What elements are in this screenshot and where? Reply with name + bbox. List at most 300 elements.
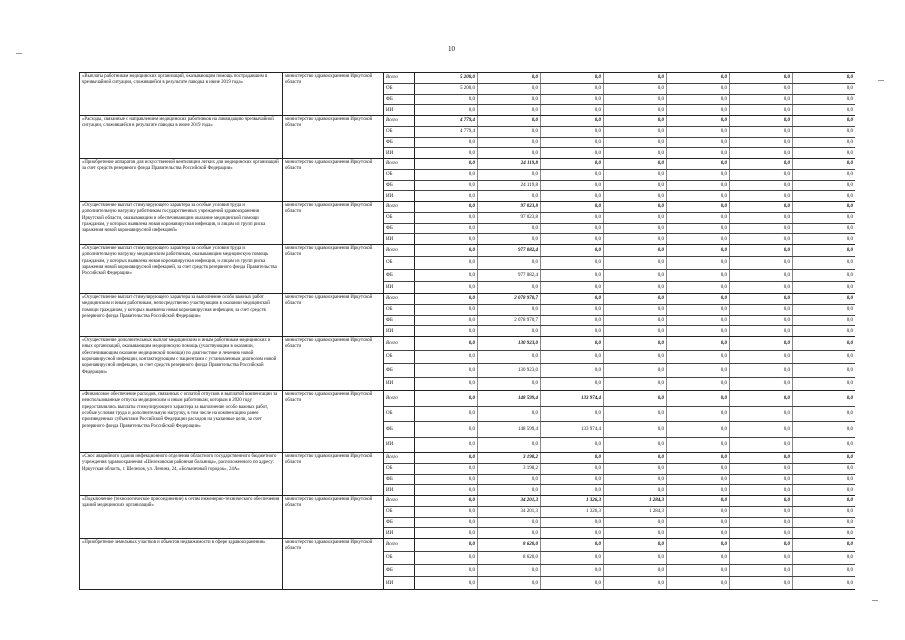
amount-cell: 0,0 xyxy=(541,159,604,169)
amount-cell: 977 082,4 xyxy=(478,270,541,281)
funding-line xyxy=(384,577,855,589)
amount-cell: 0,0 xyxy=(415,257,478,268)
amount-cell: 0,0 xyxy=(667,84,730,94)
funding-line xyxy=(384,224,855,235)
amount-cell: 0,0 xyxy=(730,245,793,256)
amount-cell: 0,0 xyxy=(415,138,478,148)
funding-source: ОБ xyxy=(384,464,415,474)
funding-line xyxy=(384,282,855,293)
amount-cell: 0,0 xyxy=(604,453,667,463)
funding-source: ФБ xyxy=(384,364,415,377)
amount-cell: 0,0 xyxy=(667,518,730,528)
amount-cell: 0,0 xyxy=(541,224,604,234)
amount-cell: 0,0 xyxy=(478,148,541,158)
amount-cell: 0,0 xyxy=(730,378,793,391)
funding-source: ИИ xyxy=(384,191,415,201)
funding-source: ФБ xyxy=(384,316,415,326)
amount-cell: 0,0 xyxy=(541,84,604,94)
event-description: «Осуществление дополнительных выплат медицинским и иным работникам медицинских и иных организаций, оказывающим медицинскую помощь (участвующим в оказании, обеспечивающим оказание медицинской помощи) по диагностике и лечению новой коронавирусной инфекции, контактирующим с пациентами с установленным диагнозом новой коронавирусной инфекции, за счет средств резервного фонда Правительства Российской Федерации» xyxy=(80,337,283,390)
amount-cell: 0,0 xyxy=(846,75,853,81)
funding-lines xyxy=(384,73,855,115)
amount-cell: 0,0 xyxy=(730,138,793,148)
amount-cell: 0,0 xyxy=(415,378,478,391)
amount-cell: 0,0 xyxy=(730,191,793,201)
table-row xyxy=(80,245,855,294)
funding-line xyxy=(384,234,855,244)
funding-lines xyxy=(384,116,855,158)
funding-source: Всего xyxy=(384,116,415,126)
event-description: «Подключение (технологическое присоединение) к сетям инженерно-технического обеспечения зданий медицинских организаций» xyxy=(80,496,283,538)
amount-cell: 0,0 xyxy=(604,270,667,281)
table-row xyxy=(80,337,855,391)
amount-cell: 24 119,8 xyxy=(478,181,541,191)
amount-cell: 0,0 xyxy=(846,107,853,113)
amount-cell: 0,0 xyxy=(478,116,541,126)
amount-cell: 0,0 xyxy=(667,453,730,463)
amount-cell: 0,0 xyxy=(604,305,667,315)
amount-cell: 0,0 xyxy=(730,518,793,528)
amount-cell: 0,0 xyxy=(667,496,730,506)
funding-source: ИИ xyxy=(384,485,415,495)
amount-cell: 0,0 xyxy=(846,150,853,156)
amount-cell: 0,0 xyxy=(846,367,853,373)
amount-cell: 0,0 xyxy=(667,245,730,256)
amount-cell: 0,0 xyxy=(730,213,793,223)
funding-line xyxy=(384,485,855,495)
amount-cell: 0,0 xyxy=(541,378,604,391)
amount-cell: 0,0 xyxy=(667,202,730,212)
amount-cell: 0,0 xyxy=(478,351,541,364)
amount-cell: 0,0 xyxy=(846,215,853,221)
funding-source: Всего xyxy=(384,539,415,551)
event-description: «Осуществление выплат стимулирующего характера за особые условия труда и дополнительную нагрузку работникам государственных учреждений здравоохранения Иркутской области, оказывающим и обеспечивающим оказание медицинской помощи гражданам, у которых выявлена новая коронавирусная инфекция, и лицам из групп риска заражения новой коронавирусной инфекцией» xyxy=(80,202,283,244)
funding-line xyxy=(384,159,855,170)
funding-line xyxy=(384,84,855,95)
table-row xyxy=(80,391,855,453)
amount-cell: 0,0 xyxy=(730,105,793,115)
amount-cell: 0,0 xyxy=(541,234,604,244)
amount-cell: 0,0 xyxy=(478,282,541,293)
amount-cell: 1 326,3 xyxy=(541,496,604,506)
scan-mark xyxy=(16,53,22,54)
amount-cell: 0,0 xyxy=(604,191,667,201)
amount-cell: 130 923,0 xyxy=(478,337,541,350)
amount-cell: 0,0 xyxy=(604,105,667,115)
amount-cell: 0,0 xyxy=(730,282,793,293)
amount-cell: 0,0 xyxy=(604,294,667,304)
funding-line xyxy=(384,294,855,305)
funding-source: ОБ xyxy=(384,552,415,564)
amount-cell: 0,0 xyxy=(730,422,793,437)
amount-cell: 0,0 xyxy=(846,296,853,302)
funding-line xyxy=(384,507,855,518)
amount-cell: 0,0 xyxy=(541,270,604,281)
amount-cell: 0,0 xyxy=(667,234,730,244)
amount-cell: 0,0 xyxy=(730,294,793,304)
funding-source: ОБ xyxy=(384,257,415,268)
amount-cell: 0,0 xyxy=(667,326,730,336)
amount-cell: 0,0 xyxy=(846,555,853,561)
responsible-executor: министерство здравоохранения Иркутской области xyxy=(283,453,384,495)
amount-cell: 0,0 xyxy=(541,539,604,551)
amount-cell: 0,0 xyxy=(478,407,541,422)
amount-cell: 0,0 xyxy=(667,170,730,180)
amount-cell: 0,0 xyxy=(667,539,730,551)
funding-line xyxy=(384,326,855,336)
funding-source: ОБ xyxy=(384,213,415,223)
amount-cell: 0,0 xyxy=(846,139,853,145)
funding-source: Всего xyxy=(384,496,415,506)
amount-cell: 0,0 xyxy=(541,170,604,180)
amount-cell: 0,0 xyxy=(415,364,478,377)
amount-cell: 977 082,4 xyxy=(478,245,541,256)
amount-cell: 0,0 xyxy=(604,181,667,191)
amount-cell: 0,0 xyxy=(604,351,667,364)
funding-lines xyxy=(384,159,855,201)
amount-cell: 133 974,4 xyxy=(541,422,604,437)
funding-lines xyxy=(384,453,855,495)
amount-cell: 0,0 xyxy=(478,438,541,453)
amount-cell: 0,0 xyxy=(604,464,667,474)
budget-table xyxy=(79,72,855,590)
amount-cell: 0,0 xyxy=(541,485,604,495)
amount-cell: 0,0 xyxy=(415,181,478,191)
funding-line xyxy=(384,552,855,565)
funding-source: ФБ xyxy=(384,181,415,191)
amount-cell: 0,0 xyxy=(415,391,478,406)
amount-cell: 0,0 xyxy=(730,202,793,212)
funding-source: ИИ xyxy=(384,577,415,589)
event-description: «Осуществление выплат стимулирующего характера за выполнение особо важных работ медицинским и иным работникам, непосредственно участвующим в оказании медицинской помощи гражданам, у которых выявлена новая коронавирусная инфекция, за счет средств резервного фонда Правительства Российской Федерации» xyxy=(80,294,283,336)
amount-cell: 0,0 xyxy=(667,191,730,201)
amount-cell: 97 023,8 xyxy=(478,213,541,223)
amount-cell: 0,0 xyxy=(667,138,730,148)
amount-cell: 0,0 xyxy=(541,181,604,191)
amount-cell: 0,0 xyxy=(667,73,730,83)
funding-line xyxy=(384,270,855,282)
amount-cell: 0,0 xyxy=(415,148,478,158)
funding-source: Всего xyxy=(384,73,415,83)
amount-cell: 0,0 xyxy=(478,257,541,268)
funding-line xyxy=(384,364,855,378)
amount-cell: 0,0 xyxy=(667,257,730,268)
amount-cell: 0,0 xyxy=(604,326,667,336)
amount-cell: 0,0 xyxy=(667,127,730,137)
amount-cell: 0,0 xyxy=(667,95,730,105)
amount-cell: 0,0 xyxy=(604,159,667,169)
amount-cell: 97 023,8 xyxy=(478,202,541,212)
amount-cell: 0,0 xyxy=(667,159,730,169)
funding-source: Всего xyxy=(384,391,415,406)
amount-cell: 0,0 xyxy=(604,224,667,234)
scan-mark xyxy=(878,80,884,81)
amount-cell: 0,0 xyxy=(541,464,604,474)
funding-line xyxy=(384,95,855,106)
amount-cell: 0,0 xyxy=(846,426,853,432)
table-row xyxy=(80,453,855,496)
amount-cell: 0,0 xyxy=(730,485,793,495)
amount-cell: 0,0 xyxy=(415,407,478,422)
amount-cell: 0,0 xyxy=(541,518,604,528)
amount-cell: 0,0 xyxy=(415,159,478,169)
amount-cell: 0,0 xyxy=(604,257,667,268)
amount-cell: 0,0 xyxy=(415,202,478,212)
event-description: «Расходы, связанные с направлением медицинских работников на ликвидацию чрезвычайной ситуации, сложившейся в результате паводка в июне 2019 года» xyxy=(80,116,283,158)
funding-source: ИИ xyxy=(384,105,415,115)
amount-cell: 0,0 xyxy=(604,202,667,212)
table-row xyxy=(80,159,855,202)
funding-source: ИИ xyxy=(384,378,415,391)
amount-cell: 0,0 xyxy=(478,528,541,538)
amount-cell: 0,0 xyxy=(846,340,853,346)
amount-cell: 1 326,3 xyxy=(541,507,604,517)
amount-cell: 0,0 xyxy=(541,552,604,564)
event-description: «Приобретение аппаратов для искусственной вентиляции легких для медицинских организаций за счет средств резервного фонда Правительства Российской Федерации» xyxy=(80,159,283,201)
amount-cell: 0,0 xyxy=(415,496,478,506)
amount-cell: 0,0 xyxy=(846,236,853,242)
amount-cell: 3 198,2 xyxy=(478,464,541,474)
funding-source: ОБ xyxy=(384,170,415,180)
amount-cell: 0,0 xyxy=(415,507,478,517)
funding-line xyxy=(384,170,855,181)
amount-cell: 0,0 xyxy=(846,161,853,167)
amount-cell: 0,0 xyxy=(846,86,853,92)
amount-cell: 0,0 xyxy=(478,378,541,391)
amount-cell: 0,0 xyxy=(667,507,730,517)
funding-lines xyxy=(384,539,855,589)
amount-cell: 0,0 xyxy=(846,182,853,188)
amount-cell: 0,0 xyxy=(415,294,478,304)
amount-cell: 0,0 xyxy=(846,498,853,504)
amount-cell: 0,0 xyxy=(541,282,604,293)
amount-cell: 0,0 xyxy=(604,213,667,223)
amount-cell: 0,0 xyxy=(730,507,793,517)
amount-cell: 0,0 xyxy=(730,305,793,315)
amount-cell: 0,0 xyxy=(541,105,604,115)
amount-cell: 0,0 xyxy=(846,260,853,266)
amount-cell: 0,0 xyxy=(415,95,478,105)
amount-cell: 5 200,0 xyxy=(415,84,478,94)
amount-cell: 0,0 xyxy=(846,530,853,536)
amount-cell: 0,0 xyxy=(478,485,541,495)
amount-cell: 0,0 xyxy=(846,328,853,334)
amount-cell: 0,0 xyxy=(730,127,793,137)
funding-line xyxy=(384,565,855,578)
amount-cell: 0,0 xyxy=(730,351,793,364)
responsible-executor: министерство здравоохранения Иркутской области xyxy=(283,202,384,244)
funding-source: ИИ xyxy=(384,528,415,538)
amount-cell: 0,0 xyxy=(846,580,853,586)
amount-cell: 0,0 xyxy=(478,326,541,336)
funding-line xyxy=(384,528,855,538)
funding-source: ИИ xyxy=(384,282,415,293)
amount-cell: 0,0 xyxy=(604,337,667,350)
amount-cell: 0,0 xyxy=(541,453,604,463)
amount-cell: 0,0 xyxy=(541,565,604,577)
amount-cell: 0,0 xyxy=(846,509,853,515)
funding-line xyxy=(384,127,855,138)
amount-cell: 0,0 xyxy=(730,316,793,326)
amount-cell: 0,0 xyxy=(667,552,730,564)
amount-cell: 0,0 xyxy=(667,213,730,223)
amount-cell: 0,0 xyxy=(730,337,793,350)
amount-cell: 0,0 xyxy=(415,245,478,256)
amount-cell: 24 119,8 xyxy=(478,159,541,169)
amount-cell: 0,0 xyxy=(604,378,667,391)
responsible-executor: министерство здравоохранения Иркутской области xyxy=(283,73,384,115)
amount-cell: 0,0 xyxy=(846,317,853,323)
amount-cell: 0,0 xyxy=(604,95,667,105)
table-row xyxy=(80,539,855,590)
responsible-executor: министерство здравоохранения Иркутской области xyxy=(283,294,384,336)
funding-line xyxy=(384,316,855,327)
amount-cell: 0,0 xyxy=(415,577,478,589)
amount-cell: 0,0 xyxy=(478,565,541,577)
amount-cell: 0,0 xyxy=(541,337,604,350)
amount-cell: 0,0 xyxy=(730,73,793,83)
funding-line xyxy=(384,351,855,365)
funding-source: Всего xyxy=(384,453,415,463)
amount-cell: 0,0 xyxy=(604,84,667,94)
amount-cell: 0,0 xyxy=(667,305,730,315)
responsible-executor: министерство здравоохранения Иркутской области xyxy=(283,496,384,538)
amount-cell: 0,0 xyxy=(667,407,730,422)
amount-cell: 0,0 xyxy=(415,305,478,315)
amount-cell: 34 201,3 xyxy=(478,507,541,517)
amount-cell: 0,0 xyxy=(415,422,478,437)
amount-cell: 0,0 xyxy=(667,378,730,391)
funding-source: ФБ xyxy=(384,95,415,105)
amount-cell: 0,0 xyxy=(667,337,730,350)
amount-cell: 0,0 xyxy=(846,248,853,254)
amount-cell: 0,0 xyxy=(730,577,793,589)
amount-cell: 0,0 xyxy=(667,282,730,293)
amount-cell: 3 198,2 xyxy=(478,453,541,463)
amount-cell: 0,0 xyxy=(846,272,853,278)
funding-line xyxy=(384,202,855,213)
amount-cell: 0,0 xyxy=(604,475,667,485)
funding-source: ОБ xyxy=(384,351,415,364)
amount-cell: 0,0 xyxy=(667,364,730,377)
amount-cell: 133 974,4 xyxy=(541,391,604,406)
amount-cell: 0,0 xyxy=(667,224,730,234)
funding-line xyxy=(384,438,855,453)
amount-cell: 0,0 xyxy=(846,307,853,313)
table-row xyxy=(80,496,855,539)
amount-cell: 0,0 xyxy=(478,577,541,589)
table-row xyxy=(80,73,855,116)
amount-cell: 0,0 xyxy=(730,159,793,169)
amount-cell: 0,0 xyxy=(604,485,667,495)
amount-cell: 0,0 xyxy=(604,539,667,551)
amount-cell: 0,0 xyxy=(730,84,793,94)
amount-cell: 0,0 xyxy=(846,395,853,401)
amount-cell: 0,0 xyxy=(478,127,541,137)
amount-cell: 0,0 xyxy=(846,225,853,231)
amount-cell: 0,0 xyxy=(667,148,730,158)
responsible-executor: министерство здравоохранения Иркутской области xyxy=(283,337,384,390)
amount-cell: 0,0 xyxy=(541,116,604,126)
funding-lines xyxy=(384,496,855,538)
amount-cell: 0,0 xyxy=(415,326,478,336)
amount-cell: 0,0 xyxy=(478,224,541,234)
amount-cell: 0,0 xyxy=(846,442,853,448)
amount-cell: 0,0 xyxy=(667,438,730,453)
funding-line xyxy=(384,213,855,224)
amount-cell: 0,0 xyxy=(667,351,730,364)
amount-cell: 0,0 xyxy=(604,316,667,326)
amount-cell: 0,0 xyxy=(478,305,541,315)
funding-line xyxy=(384,181,855,192)
amount-cell: 0,0 xyxy=(541,138,604,148)
amount-cell: 0,0 xyxy=(730,95,793,105)
amount-cell: 0,0 xyxy=(846,455,853,461)
amount-cell: 4 779,4 xyxy=(415,127,478,137)
amount-cell: 0,0 xyxy=(667,422,730,437)
funding-line xyxy=(384,407,855,423)
amount-cell: 34 201,3 xyxy=(478,496,541,506)
amount-cell: 0,0 xyxy=(604,148,667,158)
funding-line xyxy=(384,337,855,351)
funding-line xyxy=(384,245,855,257)
amount-cell: 0,0 xyxy=(415,105,478,115)
amount-cell: 148 599,4 xyxy=(478,391,541,406)
funding-line xyxy=(384,378,855,391)
funding-lines xyxy=(384,294,855,336)
amount-cell: 0,0 xyxy=(667,464,730,474)
amount-cell: 0,0 xyxy=(604,73,667,83)
amount-cell: 0,0 xyxy=(415,438,478,453)
amount-cell: 0,0 xyxy=(667,116,730,126)
amount-cell: 0,0 xyxy=(730,170,793,180)
amount-cell: 0,0 xyxy=(415,464,478,474)
amount-cell: 0,0 xyxy=(541,95,604,105)
funding-source: ФБ xyxy=(384,475,415,485)
amount-cell: 0,0 xyxy=(730,496,793,506)
amount-cell: 0,0 xyxy=(604,407,667,422)
funding-line xyxy=(384,518,855,529)
amount-cell: 0,0 xyxy=(846,354,853,360)
amount-cell: 0,0 xyxy=(667,270,730,281)
funding-line xyxy=(384,73,855,84)
amount-cell: 0,0 xyxy=(478,95,541,105)
amount-cell: 0,0 xyxy=(541,294,604,304)
amount-cell: 0,0 xyxy=(415,475,478,485)
amount-cell: 0,0 xyxy=(730,181,793,191)
amount-cell: 8 620,0 xyxy=(478,552,541,564)
funding-source: Всего xyxy=(384,294,415,304)
amount-cell: 0,0 xyxy=(667,181,730,191)
amount-cell: 0,0 xyxy=(541,351,604,364)
funding-line xyxy=(384,148,855,158)
amount-cell: 0,0 xyxy=(604,116,667,126)
amount-cell: 0,0 xyxy=(667,475,730,485)
amount-cell: 0,0 xyxy=(541,326,604,336)
amount-cell: 0,0 xyxy=(415,213,478,223)
funding-line xyxy=(384,539,855,552)
page-number: 10 xyxy=(448,45,455,53)
amount-cell: 0,0 xyxy=(604,138,667,148)
amount-cell: 0,0 xyxy=(478,73,541,83)
amount-cell: 0,0 xyxy=(730,539,793,551)
funding-line xyxy=(384,305,855,316)
amount-cell: 8 620,0 xyxy=(478,539,541,551)
amount-cell: 0,0 xyxy=(415,170,478,180)
funding-source: ОБ xyxy=(384,84,415,94)
amount-cell: 0,0 xyxy=(478,191,541,201)
amount-cell: 0,0 xyxy=(604,528,667,538)
amount-cell: 0,0 xyxy=(478,518,541,528)
